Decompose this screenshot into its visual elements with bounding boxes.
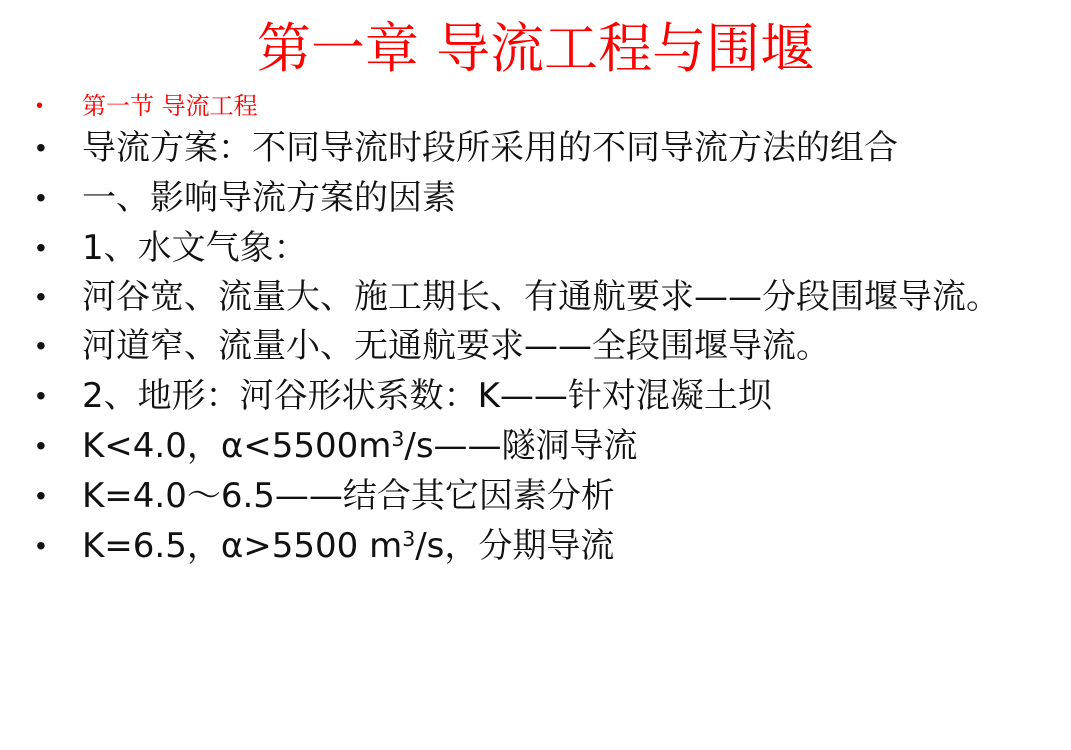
bullet-icon: • [36, 380, 46, 411]
text-part: K=6.5，α>5500 m [82, 526, 403, 566]
list-item-text [82, 526, 614, 566]
list-item-text: 河谷宽、流量大、施工期长、有通航要求——分段围堰导流。 [82, 277, 1000, 317]
list-item-text: 一、影响导流方案的因素 [82, 178, 456, 218]
list-item-topography [36, 374, 1046, 418]
bullet-icon: • [36, 430, 46, 461]
section-heading-text: 第一节 导流工程 [82, 92, 258, 120]
bullet-icon: • [36, 530, 46, 561]
list-item-text: 1、水文气象： [82, 228, 308, 268]
bullet-icon: • [36, 132, 46, 163]
list-item-text: K=4.0～6.5——结合其它因素分析 [82, 476, 615, 516]
text-part: /s，分期导流 [415, 526, 615, 566]
bullet-icon: • [36, 232, 46, 263]
list-item-narrow-channel [36, 324, 1046, 368]
list-item-wide-valley [36, 276, 1046, 318]
list-item-scheme-definition [36, 126, 1046, 170]
list-item-factors-heading [36, 176, 1046, 220]
list-item-k-less-than-4 [36, 424, 1046, 468]
bullet-icon: • [36, 480, 46, 511]
list-item-k-range [36, 474, 1046, 518]
list-item-text [82, 426, 638, 466]
bullet-icon: • [36, 182, 46, 213]
list-item-text: 导流方案：不同导流时段所采用的不同导流方法的组合 [82, 128, 898, 168]
slide-title: 第一章 导流工程与围堰 [256, 17, 815, 80]
section-heading [36, 90, 1046, 122]
bullet-icon: • [36, 281, 46, 312]
list-item-hydrology [36, 226, 1046, 270]
superscript: 3 [391, 426, 405, 451]
list-item-text: 河道窄、流量小、无通航要求——全段围堰导流。 [82, 326, 830, 366]
list-item-text: 2、地形：河谷形状系数：K——针对混凝土坝 [82, 376, 772, 416]
bullet-icon: • [36, 95, 44, 117]
superscript: 3 [402, 526, 416, 551]
bullet-icon: • [36, 330, 46, 361]
bullet-list [36, 90, 1046, 574]
text-part: K<4.0，α<5500m [82, 426, 392, 466]
list-item-k-equals-6-5 [36, 524, 1046, 568]
text-part: /s——隧洞导流 [404, 426, 638, 466]
